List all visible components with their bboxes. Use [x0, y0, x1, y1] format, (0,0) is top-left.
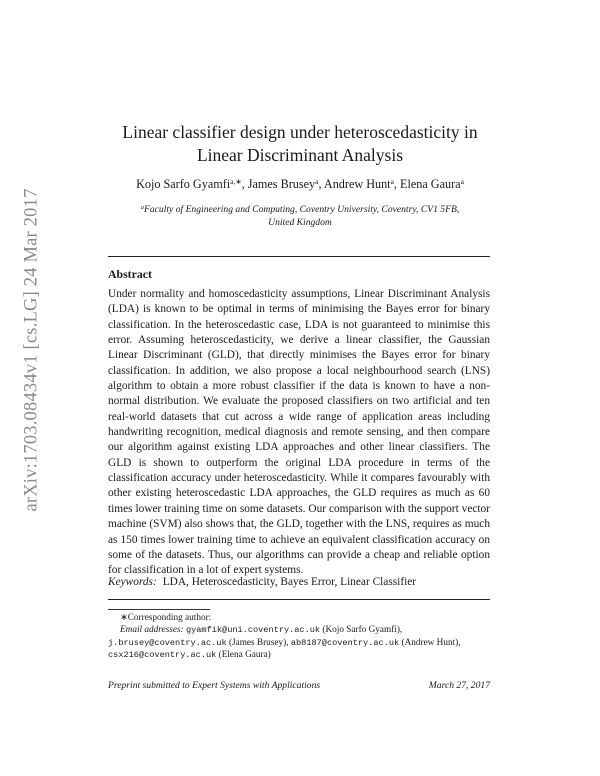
- author-separator: ,: [241, 177, 248, 191]
- footnote-rule: [108, 609, 210, 610]
- email-link[interactable]: j.brusey@coventry.ac.uk: [108, 637, 227, 648]
- author-separator: ,: [318, 177, 324, 191]
- paper-title: [100, 121, 500, 167]
- abstract-top-rule: [108, 256, 490, 257]
- author-mark: a,∗: [230, 177, 242, 186]
- title-line-2: Linear Discriminant Analysis: [196, 145, 404, 165]
- email-link[interactable]: gyamfik@uni.coventry.ac.uk: [185, 625, 321, 636]
- arxiv-sidebar: [12, 160, 52, 540]
- abstract-text: Under normality and homoscedasticity assumptions, Linear Discriminant Analysis (LDA) is known to be optimal in terms of minimising the Bayes error for binary classification. In the heteroscedastic case, LDA is not guaranteed to minimise this error. Assuming heteroscedasticity, we derive a linear classifier, the Gaussian Linear Discriminant (GLD), that directly minimises the Bayes error for binary classification. In addition, we also propose a local neighbourhood search (LNS) algorithm to obtain a more robust classifier if the data is known to have a non-normal distribution. We evaluate the proposed classifiers on two artificial and ten real-world datasets that cut across a wide range of application areas including handwriting recognition, medical diagnosis and remote sensing, and then compare our algorithm against existing LDA approaches and other linear classifiers. The GLD is shown to outperform the original LDA procedure in terms of the classification accuracy under heteroscedasticity. While it compares favourably with other existing heteroscedastic LDA approaches, the GLD requires as much as 60 times lower training time on some datasets. Our comparison with the support vector machine (SVM) also shows that, the GLD, together with the LNS, requires as much as 150 times lower training time to achieve an equivalent classification accuracy on some of the datasets. Thus, our algorithms can provide a cheap and reliable option for classification in a lot of expert systems.: [108, 288, 490, 577]
- author-separator: ,: [393, 177, 401, 191]
- email-owner: (Andrew Hunt),: [401, 637, 461, 648]
- email-link[interactable]: ab8187@coventry.ac.uk: [290, 637, 400, 648]
- affiliation: [100, 202, 500, 229]
- author-name: Kojo Sarfo Gyamfi: [136, 177, 231, 191]
- preprint-date: March 27, 2017: [428, 680, 490, 691]
- submission-note: Preprint submitted to Expert Systems with Applications: [108, 680, 321, 691]
- email-owner: (Kojo Sarfo Gyamfi),: [322, 625, 403, 636]
- email-label: Email addresses:: [120, 625, 184, 636]
- title-line-1: Linear classifier design under heteroscedasticity in: [122, 122, 478, 142]
- email-owner: (James Brusey),: [228, 637, 289, 648]
- footnote: [108, 612, 498, 661]
- author-list: [100, 177, 500, 192]
- keywords-line: [108, 576, 490, 588]
- arxiv-identifier: arXiv:1703.08434v1 [cs.LG] 24 Mar 2017: [21, 188, 42, 512]
- abstract-heading: Abstract: [108, 267, 152, 281]
- affiliation-line-2: United Kingdom: [268, 216, 332, 228]
- corresponding-author-note: ∗Corresponding author:: [120, 613, 212, 623]
- author-mark: a: [460, 177, 464, 186]
- author-mark: a: [315, 177, 319, 186]
- keywords-label: Keywords:: [108, 576, 157, 588]
- author-name: James Brusey: [247, 177, 316, 191]
- affiliation-mark: a: [140, 204, 145, 211]
- abstract-bottom-rule: [108, 599, 490, 600]
- author-mark: a: [390, 177, 394, 186]
- affiliation-line-1: Faculty of Engineering and Computing, Coventry University, Coventry, CV1 5FB,: [144, 204, 460, 215]
- email-link[interactable]: csx216@coventry.ac.uk: [108, 649, 217, 660]
- email-owner: (Elena Gaura): [218, 649, 271, 660]
- author-name: Elena Gaura: [400, 177, 461, 191]
- keywords-text: LDA, Heteroscedasticity, Bayes Error, Linear Classifier: [162, 576, 417, 588]
- author-name: Andrew Hunt: [323, 177, 391, 191]
- page-footer: [108, 680, 490, 691]
